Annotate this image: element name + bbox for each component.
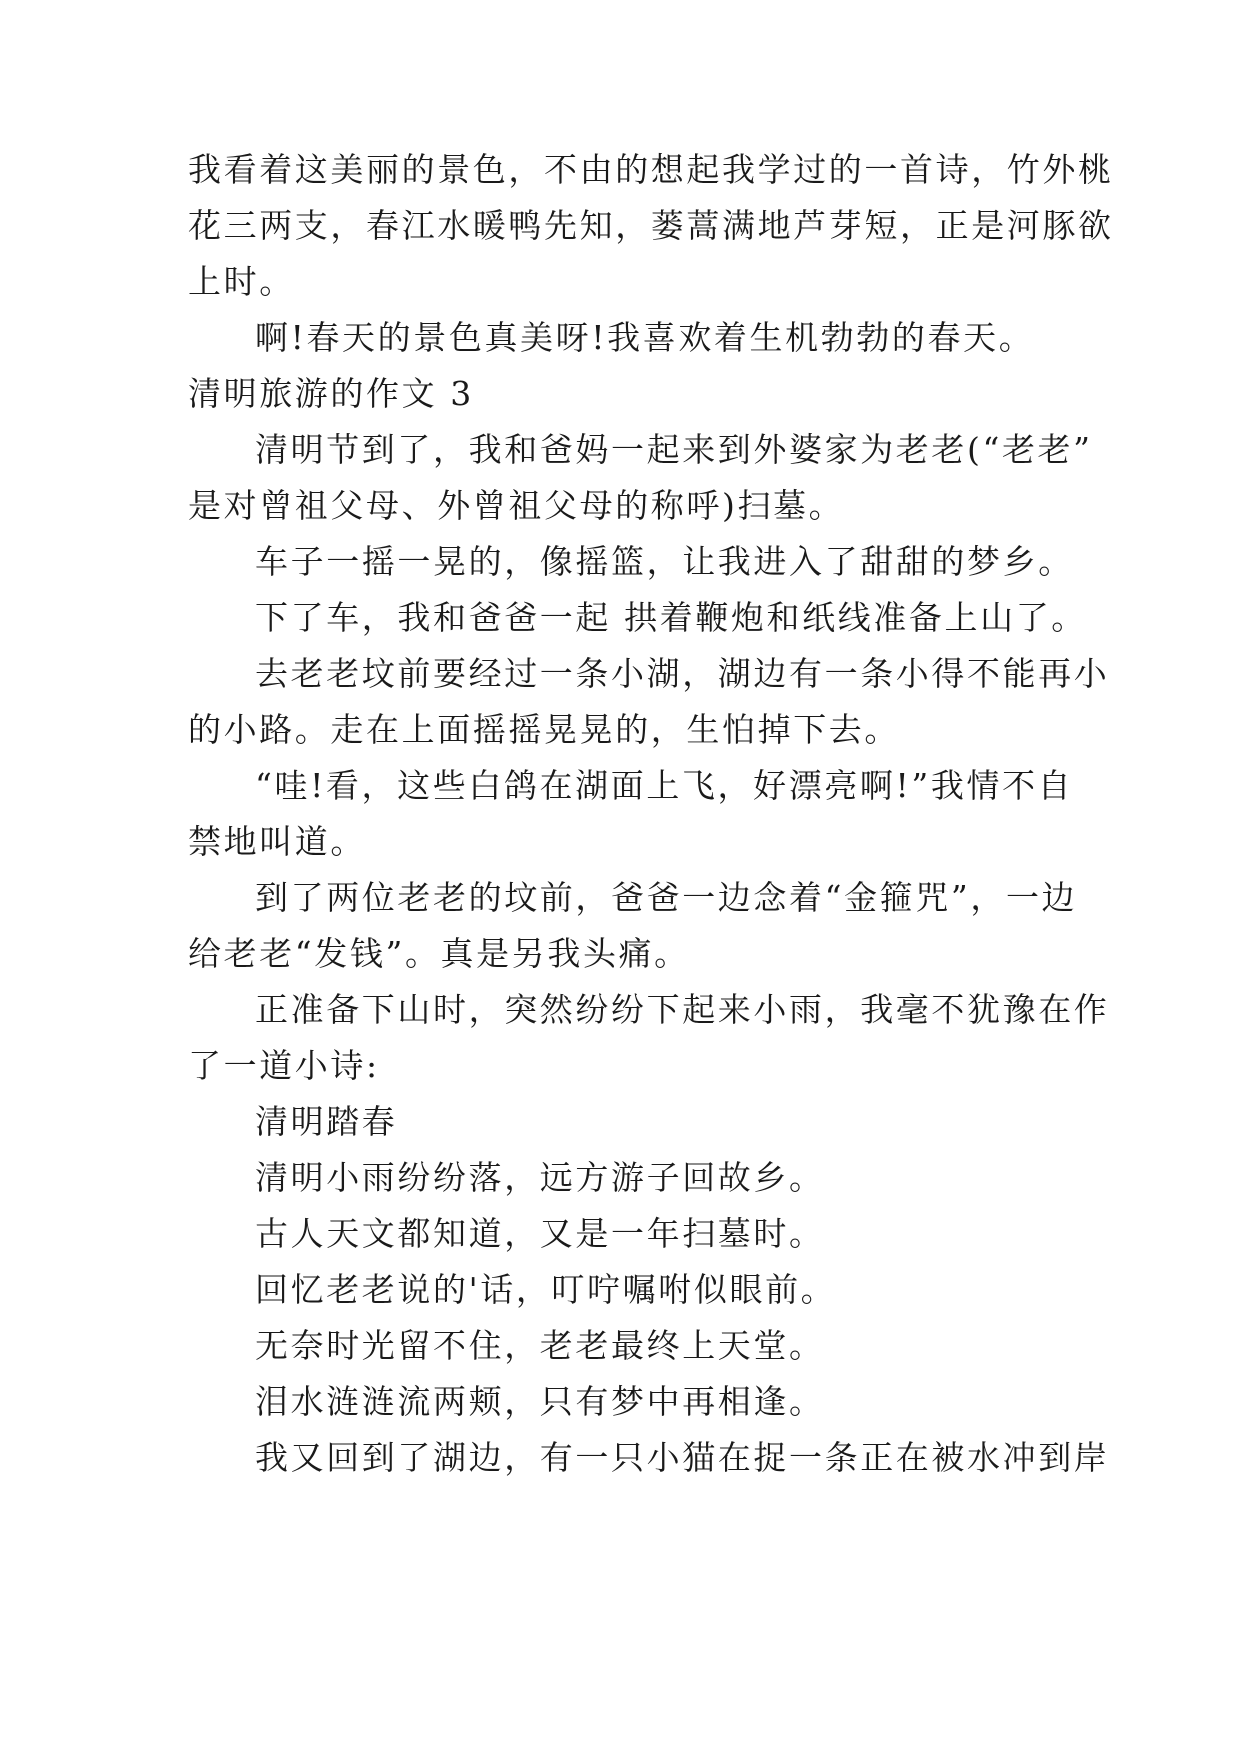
poem-line: 回忆老老说的'话，叮咛嘱咐似眼前。 bbox=[255, 1270, 837, 1309]
poem-line: 无奈时光留不住，老老最终上天堂。 bbox=[255, 1326, 825, 1365]
poem-title: 清明踏春 bbox=[255, 1102, 398, 1141]
text-line: “哇!看，这些白鸽在湖面上飞，好漂亮啊!”我情不自 bbox=[255, 766, 1074, 805]
text-line: 车子一摇一晃的，像摇篮，让我进入了甜甜的梦乡。 bbox=[255, 542, 1074, 581]
poem-line: 古人天文都知道，又是一年扫墓时。 bbox=[255, 1214, 825, 1253]
text-line: 花三两支，春江水暖鸭先知，蒌蒿满地芦芽短，正是河豚欲 bbox=[188, 206, 1114, 245]
text-line: 给老老“发钱”。真是另我头痛。 bbox=[188, 934, 690, 973]
text-line: 的小路。走在上面摇摇晃晃的，生怕掉下去。 bbox=[188, 710, 900, 749]
text-line: 我看着这美丽的景色，不由的想起我学过的一首诗，竹外桃 bbox=[188, 150, 1114, 189]
poem-line: 泪水涟涟流两颊，只有梦中再相逢。 bbox=[255, 1382, 825, 1421]
text-line: 上时。 bbox=[188, 262, 295, 301]
text-line: 去老老坟前要经过一条小湖，湖边有一条小得不能再小 bbox=[255, 654, 1110, 693]
text-line: 到了两位老老的坟前，爸爸一边念着“金箍咒”，一边 bbox=[255, 878, 1078, 917]
poem-line: 清明小雨纷纷落，远方游子回故乡。 bbox=[255, 1158, 825, 1197]
text-line: 清明节到了，我和爸妈一起来到外婆家为老老(“老老” bbox=[255, 430, 1093, 469]
text-line: 正准备下山时，突然纷纷下起来小雨，我毫不犹豫在作 bbox=[255, 990, 1110, 1029]
text-line: 啊!春天的景色真美呀!我喜欢着生机勃勃的春天。 bbox=[255, 318, 1035, 357]
section-heading: 清明旅游的作文 3 bbox=[188, 374, 474, 413]
text-line: 我又回到了湖边，有一只小猫在捉一条正在被水冲到岸 bbox=[255, 1438, 1110, 1477]
text-line: 了一道小诗: bbox=[188, 1046, 380, 1085]
text-line: 禁地叫道。 bbox=[188, 822, 366, 861]
text-line: 是对曾祖父母、外曾祖父母的称呼)扫墓。 bbox=[188, 486, 845, 525]
text-line: 下了车，我和爸爸一起 拱着鞭炮和纸线准备上山了。 bbox=[255, 598, 1087, 637]
